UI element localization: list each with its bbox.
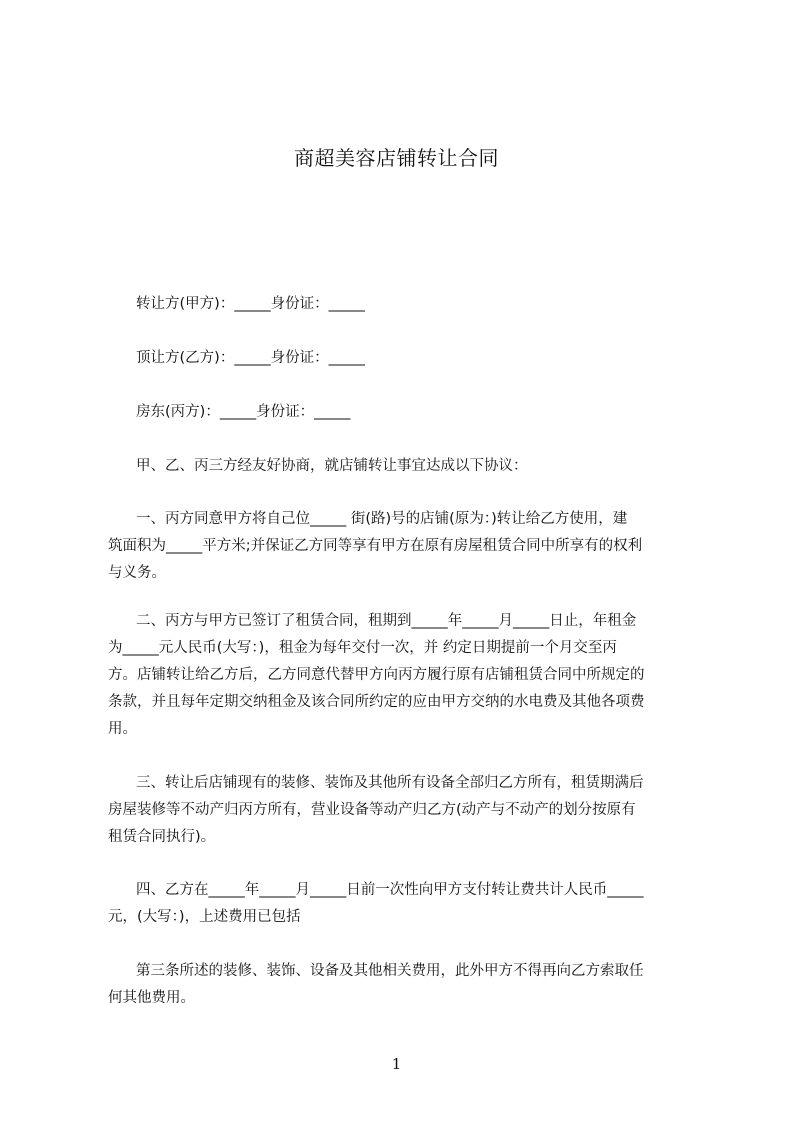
clause-1-line-2: 筑面积为_____平方米;并保证乙方同等享有甲方在原有房屋租赁合同中所享有的权利 xyxy=(108,538,643,554)
clause-3-line-2: 房屋装修等不动产归丙方所有，营业设备等动产归乙方(动产与不动产的划分按原有 xyxy=(108,802,636,818)
clause-1-line-1: 一、丙方同意甲方将自己位_____ 街(路)号的店铺(原为：)转让给乙方使用，建 xyxy=(136,511,628,527)
clause-2-line-4: 条款，并且每年定期交纳租金及该合同所约定的应由甲方交纳的水电费及其他各项费 xyxy=(108,694,645,710)
clause-4-line-2: 元，(大写：)，上述费用已包括 xyxy=(108,909,301,925)
clause-2-line-2: 为_____元人民币(大写：)，租金为每年交付一次，并 约定日期提前一个月交至丙 xyxy=(108,640,617,656)
clause-2-line-5: 用。 xyxy=(108,721,137,737)
document-title: 商超美容店铺转让合同 xyxy=(294,146,499,170)
party-b-line: 顶让方(乙方)：_____身份证：_____ xyxy=(136,350,365,366)
agreement-intro: 甲、乙、丙三方经友好协商，就店铺转让事宜达成以下协议： xyxy=(136,458,528,474)
party-c-line: 房东(丙方)：_____身份证：_____ xyxy=(136,404,351,420)
page-number: 1 xyxy=(391,1055,402,1073)
clause-4-line-1: 四、乙方在_____年_____月_____日前一次性向甲方支付转让费共计人民币_____ xyxy=(136,882,644,898)
clause-4-cont-line-1: 第三条所述的装修、装饰、设备及其他相关费用，此外甲方不得再向乙方索取任 xyxy=(136,963,644,979)
clause-2-line-1: 二、丙方与甲方已签订了租赁合同，租期到_____年_____月_____日止，年租金 xyxy=(136,613,637,629)
clause-4-cont-line-2: 何其他费用。 xyxy=(108,990,195,1006)
clause-1-line-3: 与义务。 xyxy=(108,565,166,581)
clause-3-line-3: 租赁合同执行)。 xyxy=(108,829,216,845)
party-a-line: 转让方(甲方)：_____身份证：_____ xyxy=(136,296,365,312)
clause-2-line-3: 方。店铺转让给乙方后，乙方同意代替甲方向丙方履行原有店铺租赁合同中所规定的 xyxy=(108,667,645,683)
clause-3-line-1: 三、转让后店铺现有的装修、装饰及其他所有设备全部归乙方所有，租赁期满后 xyxy=(136,775,644,791)
